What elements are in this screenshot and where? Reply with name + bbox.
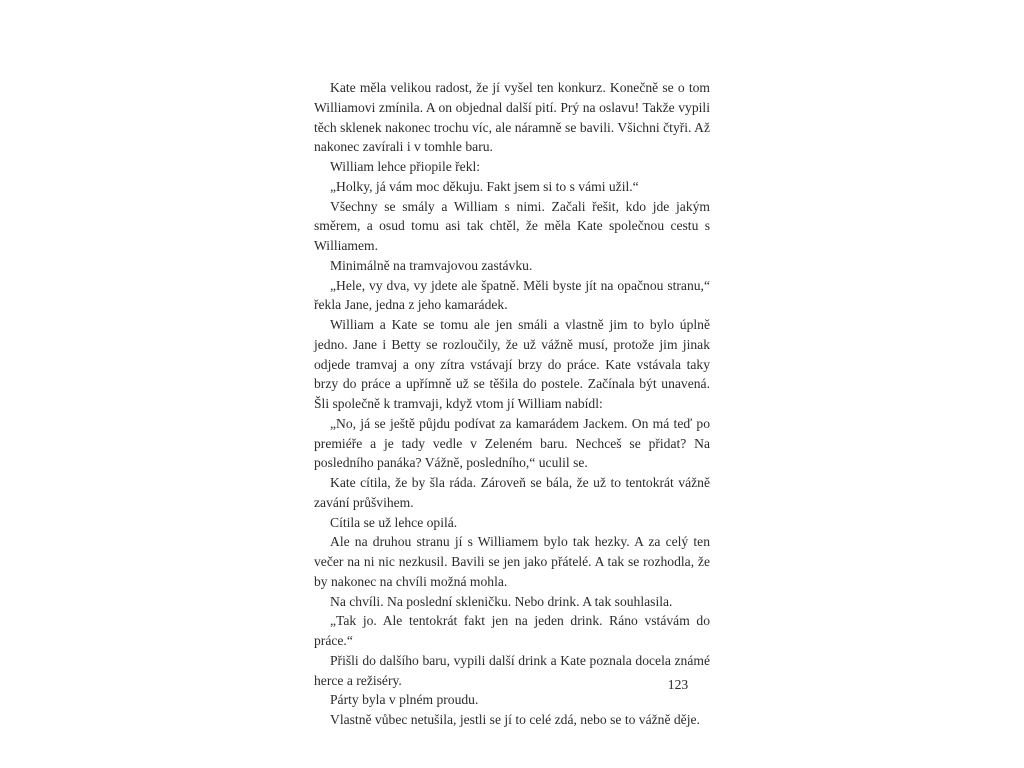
- paragraph: „Tak jo. Ale tentokrát fakt jen na jeden drink. Ráno vstávám do práce.“: [314, 613, 710, 648]
- paragraph: Vlastně vůbec netušila, jestli se jí to celé zdá, nebo se to vážně děje.: [330, 712, 700, 727]
- paragraph: Všechny se smály a William s nimi. Začali řešit, kdo jde jakým směrem, a osud tomu asi tak chtěl, že měla Kate společnou cestu s Williamem.: [314, 198, 710, 253]
- page-number: 123: [667, 677, 689, 692]
- paragraph: William a Kate se tomu ale jen smáli a vlastně jim to bylo úplně jedno. Jane i Betty se rozloučily, že už vážně musí, protože jim jinak odjede tramvaj a ony zítra vstávají brzy do práce. Kate vstávala taky brzy do práce a upřímně už se těšila do postele. Začínala být unavená. Šli společně k tramvaji, když vtom jí William nabídl:: [314, 317, 710, 411]
- paragraph: Na chvíli. Na poslední skleničku. Nebo drink. A tak souhlasila.: [330, 593, 673, 609]
- paragraph: „Holky, já vám moc děkuju. Fakt jsem si to s vámi užil.“: [330, 178, 639, 194]
- paragraph: Kate cítila, že by šla ráda. Zároveň se bála, že už to tentokrát vážně zavání průšvihem.: [314, 475, 710, 510]
- paragraph: Přišli do dalšího baru, vypili další drink a Kate poznala docela známé herce a režiséry.: [314, 652, 710, 688]
- paragraph: Ale na druhou stranu jí s Williamem bylo tak hezky. A za celý ten večer na ni nic nezkusil. Bavili se jen jako přátelé. A tak se rozhodla, že by nakonec na chvíli možná mohla.: [314, 534, 710, 589]
- paragraph: Minimálně na tramvajovou zastávku.: [330, 257, 533, 273]
- paragraph: „No, já se ještě půjdu podívat za kamarádem Jackem. On má teď po premiéře a je tady vedle v Zeleném baru. Nechceš se přidat? Na posledního panáka? Vážně, posledního,“ uculil se.: [314, 415, 710, 471]
- paragraph: Párty byla v plném proudu.: [330, 692, 479, 708]
- paragraph: „Hele, vy dva, vy jdete ale špatně. Měli byste jít na opačnou stranu,“ řekla Jane, jedna z jeho kamarádek.: [314, 277, 710, 313]
- paragraph: William lehce přiopile řekl:: [330, 159, 481, 174]
- paragraph: Kate měla velikou radost, že jí vyšel ten konkurz. Konečně se o tom Williamovi zmínila. A on objednal další pití. Prý na oslavu! Takže vypili těch sklenek nakonec trochu víc, ale náramně se bavili. Všichni čtyři. Až nakonec zavírali i v tomhle baru.: [314, 80, 710, 155]
- body-text: [314, 78, 710, 730]
- paragraph: Cítila se už lehce opilá.: [330, 514, 458, 530]
